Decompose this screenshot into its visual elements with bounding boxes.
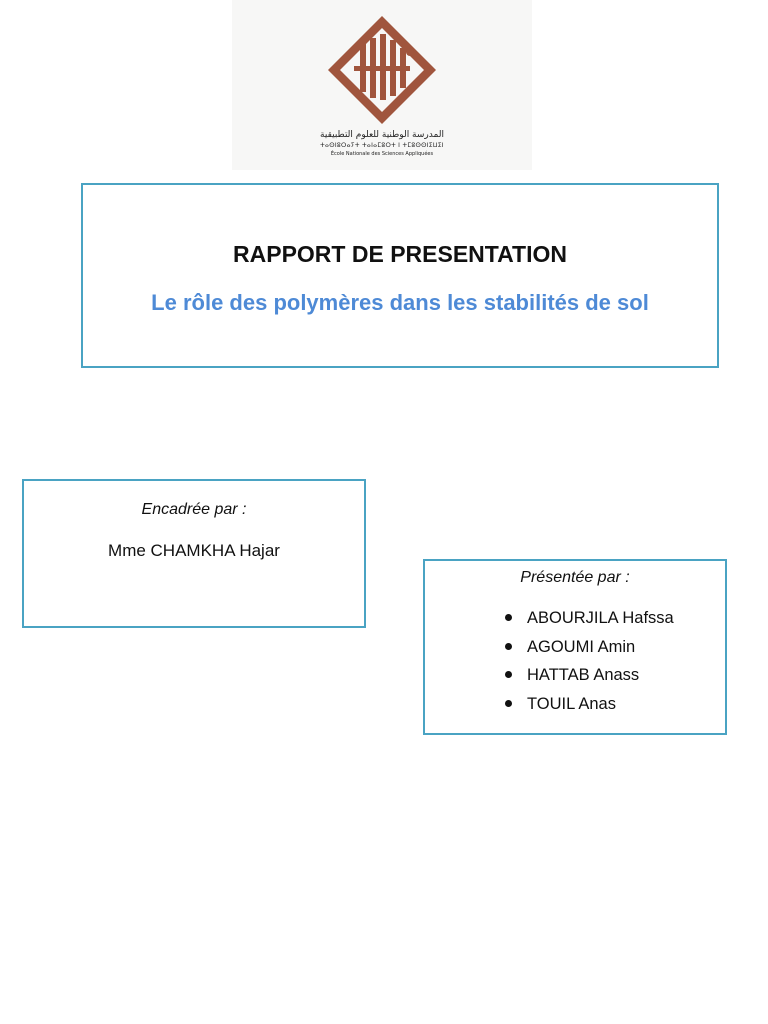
bullet-icon	[505, 671, 512, 678]
presenter-name: ABOURJILA Hafssa	[527, 609, 674, 627]
logo-tifinagh-text: ⵜⴰⵙⵏⵓⵔⴰⵢⵜ ⵜⴰⵏⴰⵎⵓⵔⵜ ⵏ ⵜⵎⵓⵙⵙⵏⵉⵡⵉⵏ	[320, 142, 444, 149]
list-item	[505, 608, 674, 637]
supervisor-name: Mme CHAMKHA Hajar	[108, 541, 280, 560]
report-heading: RAPPORT DE PRESENTATION	[233, 241, 567, 267]
school-emblem-icon	[324, 14, 440, 126]
bullet-icon	[505, 700, 512, 707]
logo-french-text: École Nationale des Sciences Appliquées	[330, 151, 434, 157]
list-item	[505, 665, 674, 694]
supervisor-label: Encadrée par :	[141, 501, 247, 518]
report-subtitle: Le rôle des polymères dans les stabilités de sol	[151, 290, 649, 315]
list-item	[505, 694, 674, 723]
bullet-icon	[505, 614, 512, 621]
presenters-list	[505, 608, 674, 722]
bullet-icon	[505, 643, 512, 650]
title-box	[81, 183, 719, 368]
supervisor-box	[22, 479, 366, 628]
presenter-name: HATTAB Anass	[527, 666, 640, 684]
presenters-box	[423, 559, 727, 735]
presenter-name: AGOUMI Amin	[527, 637, 636, 656]
logo-arabic-text: المدرسة الوطنية للعلوم التطبيقية	[320, 130, 444, 140]
school-logo	[232, 0, 532, 170]
presenter-name: TOUIL Anas	[527, 694, 616, 713]
list-item	[505, 637, 674, 666]
presenters-label: Présentée par :	[520, 569, 630, 586]
